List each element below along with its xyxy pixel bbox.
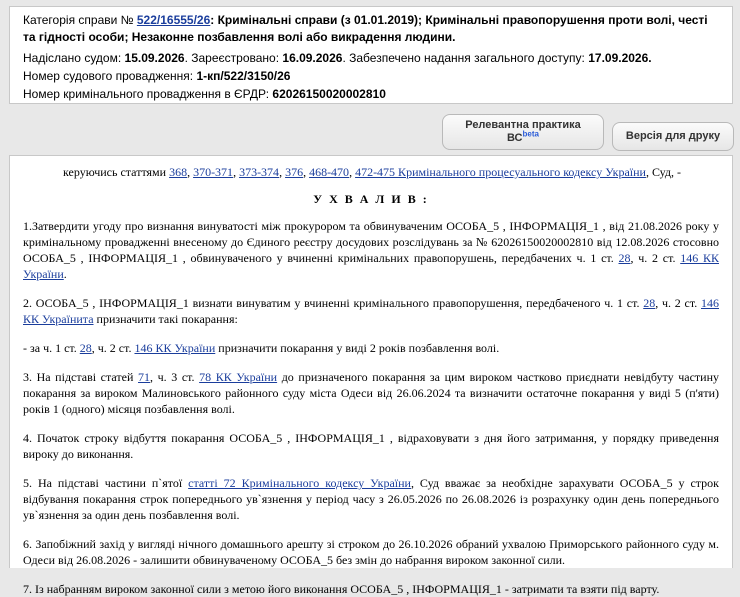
registered-label: . Зареєстровано:: [184, 51, 280, 65]
intro-end: , Суд, -: [645, 165, 682, 179]
intro-text: керуючись статтями: [63, 165, 170, 179]
text: , ч. 3 ст.: [150, 370, 200, 384]
ruling-item-5: [23, 475, 719, 523]
article-link[interactable]: 28: [79, 341, 92, 355]
text: - за ч. 1 ст.: [23, 341, 80, 355]
sent-date: 15.09.2026: [124, 51, 185, 65]
ruling-item-4: 4. Початок строку відбуття покарання ОСОБА_5 , ІНФОРМАЦІЯ_1 , відраховувати з дня його затримання, у порядку приведення вироку до виконання.: [23, 431, 719, 461]
text: , ч. 2 ст.: [91, 341, 135, 355]
practice-sub-text: ВС: [507, 132, 523, 144]
text: 3. На підставі статей: [23, 370, 139, 384]
code-link[interactable]: статті 72 Кримінального кодексу України: [188, 476, 411, 490]
erdr-line: [23, 85, 722, 103]
text: 2. ОСОБА_5 , ІНФОРМАЦІЯ_1 визнати винуватим у вчиненні кримінального правопорушення, передбаченого ч. 1 ст.: [23, 296, 644, 310]
access-date: 17.09.2026: [588, 51, 649, 65]
practice-label: Релевантна практика: [465, 119, 581, 131]
erdr-label: Номер кримінального провадження в ЄРДР:: [23, 87, 270, 101]
ruling-item-2: [23, 295, 719, 327]
proceeding-line: [23, 67, 722, 85]
text: 5. На підставі частини п`ятої: [23, 476, 189, 490]
article-link[interactable]: 28: [618, 251, 631, 265]
relevant-practice-button[interactable]: [442, 114, 604, 150]
article-link[interactable]: 71: [138, 370, 151, 384]
sent-label: Надіслано судом:: [23, 51, 122, 65]
ruling-item-2-penalty: [23, 340, 719, 356]
proceeding-label: Номер судового провадження:: [23, 69, 194, 83]
beta-badge: beta: [522, 129, 539, 139]
article-link[interactable]: 28: [643, 296, 656, 310]
code-link[interactable]: 472-475 Кримінального процесуального кодексу України: [355, 165, 646, 179]
article-link[interactable]: 373-374: [239, 165, 280, 179]
category-text: : Кримінальні справи (з 01.01.2019); Кримінальні правопорушення проти волі, честі та гідності особи; Незаконне позбавлення волі або викрадення людини.: [23, 13, 708, 44]
text: .: [63, 267, 67, 281]
ruling-item-7: 7. Із набранням вироком законної сили з метою його виконання ОСОБА_5 , ІНФОРМАЦІЯ_1 - затримати та взяти під варту.: [23, 582, 660, 596]
text: призначити покарання у виді 2 років позбавлення волі.: [215, 341, 500, 355]
ruling-heading: У Х В А Л И В :: [313, 192, 429, 206]
category-label: Категорія справи №: [23, 13, 134, 27]
article-link[interactable]: 370-371: [193, 165, 234, 179]
article-link[interactable]: 468-470: [309, 165, 350, 179]
case-info-panel: [9, 6, 733, 104]
text: до призначеного покарання за цим вироком частково приєднати невідбуту частину покарання за вироком Малиновського районного суду міста Одеси від 26.06.2024 та визначити остаточне покарання у виді 5 (п'яти) років 1 (одного) місяця позбавлення волі.: [23, 370, 719, 416]
sep: ,: [233, 165, 240, 179]
text: , Суд вважає за необхідне зарахувати ОСОБА_5 у строк відбування покарання строк попереднього ув`язнення у період часу з 26.05.2026 по 26.08.2026 із розрахунку один день попереднього ув`язнення за один день позбавлення волі.: [23, 476, 720, 522]
code-link[interactable]: 146 КК України: [134, 341, 216, 355]
intro-paragraph: [23, 164, 719, 180]
access-end: .: [648, 51, 652, 65]
case-category: [23, 12, 722, 46]
code-link[interactable]: 78 КК України: [199, 370, 278, 384]
code-link[interactable]: та: [82, 312, 94, 326]
code-link[interactable]: 146 КК України: [23, 251, 719, 281]
sep: ,: [303, 165, 310, 179]
ruling-item-6: 6. Запобіжний захід у вигляді нічного домашнього арешту зі строком до 26.10.2026 обраний ухвалою Приморського районного суду м. Одеси від 26.08.2026 - залишити обвинуваченому ОСОБА_5 без змін до набрання вироком законної сили.: [23, 537, 719, 567]
sep: ,: [349, 165, 356, 179]
registered-date: 16.09.2026: [282, 51, 343, 65]
text: призначити такі покарання:: [93, 312, 238, 326]
ruling-item-3: [23, 369, 719, 417]
dates-line: [23, 49, 722, 67]
document-body: [9, 155, 733, 596]
article-link[interactable]: 368: [169, 165, 188, 179]
sep: ,: [187, 165, 194, 179]
text: , ч. 2 ст.: [630, 251, 681, 265]
proceeding-number: 1-кп/522/3150/26: [196, 69, 291, 83]
practice-sub: [443, 129, 603, 145]
print-version-button[interactable]: Версія для друку: [612, 122, 734, 151]
text: 1.Затвердити угоду про визнання винуватості між прокурором та обвинуваченим ОСОБА_5 , ІНФОРМАЦІЯ_1 , від 21.08.2026 року у кримінальному провадженні внесеному до Єдиного реєстру досудових розслідувань за № 62026150020002810 від 12.08.2026 стосовно ОСОБА_5 , ІНФОРМАЦІЯ_1 , обвинуваченого у вчиненні кримінальних правопорушень, передбачених ч. 1 ст.: [23, 219, 719, 265]
sep: ,: [279, 165, 286, 179]
erdr-number: 62026150020002810: [272, 87, 386, 101]
code-link[interactable]: 146 КК України: [23, 296, 719, 326]
case-number-link[interactable]: 522/16555/26: [136, 13, 211, 27]
ruling-item-1: [23, 218, 719, 282]
text: , ч. 2 ст.: [655, 296, 701, 310]
article-link[interactable]: 376: [285, 165, 304, 179]
access-label: . Забезпечено надання загального доступу:: [342, 51, 585, 65]
